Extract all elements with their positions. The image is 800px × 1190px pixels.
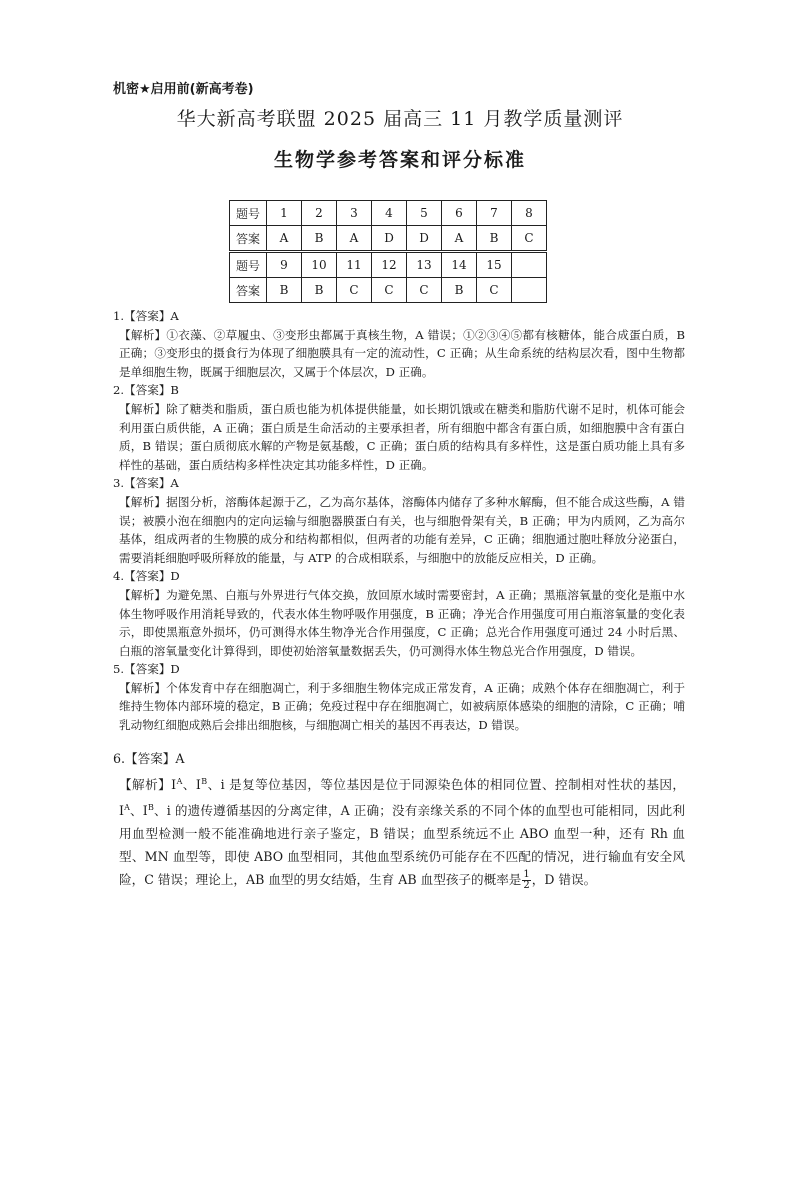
question-number-cell: 13 xyxy=(407,252,442,278)
answer-cell: B xyxy=(302,226,337,252)
row-label: 题号 xyxy=(230,252,267,278)
question-number-cell: 10 xyxy=(302,252,337,278)
question-1 xyxy=(113,307,685,381)
explanation-text: 【解析】Ⅰ$^A$、Ⅰ$^B$、i 是复等位基因，等位基因是位于同源染色体的相同位置、控制相对性状的基因，Ⅰ$^A$、Ⅰ$^B$、i 的遗传遵循基因的分离定律，A 正确；没有亲缘关系的不同个体的血型也可能相同，因此利用血型检测一般不能准确地进行亲子鉴定，B 错误；血型系统远不止 ABO 血型一种，还有 Rh 血型、MN 血型等，即使 ABO 血型相同，其他血型系统仍可能存在不匹配的情况，进行输血有安全风险，C 错误；理论上，AB 血型的男女结婚，生育 AB 血型孩子的概率是 $\frac{1}{2}$ ，D 错误。 xyxy=(119,776,685,892)
answer-cell: A xyxy=(442,226,477,252)
question-number-cell: 11 xyxy=(337,252,372,278)
question-number-cell: 9 xyxy=(267,252,302,278)
answer-cell: C xyxy=(372,278,407,303)
document-subtitle: 生物学参考答案和评分标准 xyxy=(273,149,526,171)
answer-cell xyxy=(512,278,547,303)
question-4 xyxy=(113,567,685,660)
answer-cell: B xyxy=(267,278,302,303)
explanation-text: 【解析】个体发育中存在细胞凋亡，利于多细胞生物体完成正常发育，A 正确；成熟个体存在细胞凋亡，利于维持生物体内部环境的稳定，B 正确；免疫过程中存在细胞凋亡，如被病原体感染的细胞的清除，C 正确；哺乳动物红细胞成熟后会排出细胞核，与细胞凋亡相关的基因不再表达，D 错误。 xyxy=(119,680,685,733)
answer-line: 3.【答案】A xyxy=(113,476,179,491)
question-2 xyxy=(113,381,685,474)
answer-cell: C xyxy=(512,226,547,252)
question-6 xyxy=(113,747,685,891)
question-number-cell: 1 xyxy=(267,201,302,226)
question-number-cell: 7 xyxy=(477,201,512,226)
explanation-text: 【解析】①衣藻、②草履虫、③变形虫都属于真核生物，A 错误；①②③④⑤都有核糖体，能合成蛋白质，B 正确；③变形虫的摄食行为体现了细胞膜具有一定的流动性，C 正确；从生命系统的结构层次看，图中生物都是单细胞生物，既属于细胞层次，又属于个体层次，D 正确。 xyxy=(119,327,685,379)
answer-table xyxy=(229,200,547,303)
question-3 xyxy=(113,474,685,567)
question-number-cell: 2 xyxy=(302,201,337,226)
table-row-numbers xyxy=(230,252,547,278)
answer-cell: D xyxy=(407,226,442,252)
question-5 xyxy=(113,660,685,734)
table-row-answers xyxy=(230,278,547,303)
answer-cell: B xyxy=(442,278,477,303)
answer-cell: C xyxy=(477,278,512,303)
row-label: 答案 xyxy=(230,278,267,303)
question-number-cell: 14 xyxy=(442,252,477,278)
answer-cell: A xyxy=(337,226,372,252)
answer-line: 6.【答案】A xyxy=(113,750,185,766)
row-label: 答案 xyxy=(230,226,267,252)
question-number-cell: 3 xyxy=(337,201,372,226)
question-number-cell: 15 xyxy=(477,252,512,278)
explanations xyxy=(113,307,685,891)
confidential-label: 机密★启用前(新高考卷) xyxy=(113,82,254,97)
answer-line: 1.【答案】A xyxy=(113,309,179,323)
table-row-answers xyxy=(230,226,547,252)
answer-cell: B xyxy=(302,278,337,303)
question-number-cell: 5 xyxy=(407,201,442,226)
answer-line: 2.【答案】B xyxy=(113,383,179,398)
question-number-cell: 12 xyxy=(372,252,407,278)
fraction: $\frac{1}{2}$ xyxy=(523,869,530,892)
answer-line: 4.【答案】D xyxy=(113,569,180,584)
explanation-text: 【解析】除了糖类和脂质，蛋白质也能为机体提供能量，如长期饥饿或在糖类和脂肪代谢不足时，机体可能会利用蛋白质供能，A 正确；蛋白质是生命活动的主要承担者，所有细胞中都含有蛋白质，如细胞膜中含有蛋白质，B 错误；蛋白质彻底水解的产物是氨基酸，C 正确；蛋白质的结构具有多样性，这是蛋白质功能上具有多样性的基础，蛋白质结构多样性决定其功能多样性，D 正确。 xyxy=(119,401,685,472)
question-number-cell xyxy=(512,252,547,278)
row-label: 题号 xyxy=(230,201,267,226)
answer-cell: C xyxy=(337,278,372,303)
question-number-cell: 4 xyxy=(372,201,407,226)
answer-cell: D xyxy=(372,226,407,252)
explanation-text: 【解析】据图分析，溶酶体起源于乙，乙为高尔基体，溶酶体内储存了多种水解酶，但不能合成这些酶，A 错误；被膜小泡在细胞内的定向运输与细胞器膜蛋白有关，也与细胞骨架有关，B 正确；甲为内质网，乙为高尔基体，组成两者的生物膜的成分和结构都相似，但两者的功能有差异，C 正确；细胞通过胞吐释放分泌蛋白，需要消耗细胞呼吸所释放的能量，与 ATP 的合成相联系，与细胞中的放能反应相关，D 正确。 xyxy=(119,494,685,565)
question-number-cell: 8 xyxy=(512,201,547,226)
answer-cell: B xyxy=(477,226,512,252)
answer-cell: A xyxy=(267,226,302,252)
answer-cell: C xyxy=(407,278,442,303)
table-row-numbers xyxy=(230,201,547,226)
answer-line: 5.【答案】D xyxy=(113,662,180,677)
explanation-text: 【解析】为避免黑、白瓶与外界进行气体交换，放回原水域时需要密封，A 正确；黑瓶溶氧量的变化是瓶中水体生物呼吸作用消耗导致的，代表水体生物呼吸作用强度，B 正确；净光合作用强度可用白瓶溶氧量的变化表示，即使黑瓶意外损坏，仍可测得水体生物净光合作用强度，C 正确；总光合作用强度可通过 24 小时后黑、白瓶的溶氧量变化计算得到，即使初始溶氧量数据丢失，仍可测得水体生物总光合作用强度，D 错误。 xyxy=(119,587,685,658)
exam-title: 华大新高考联盟 2025 届高三 11 月教学质量测评 xyxy=(176,108,624,130)
question-number-cell: 6 xyxy=(442,201,477,226)
